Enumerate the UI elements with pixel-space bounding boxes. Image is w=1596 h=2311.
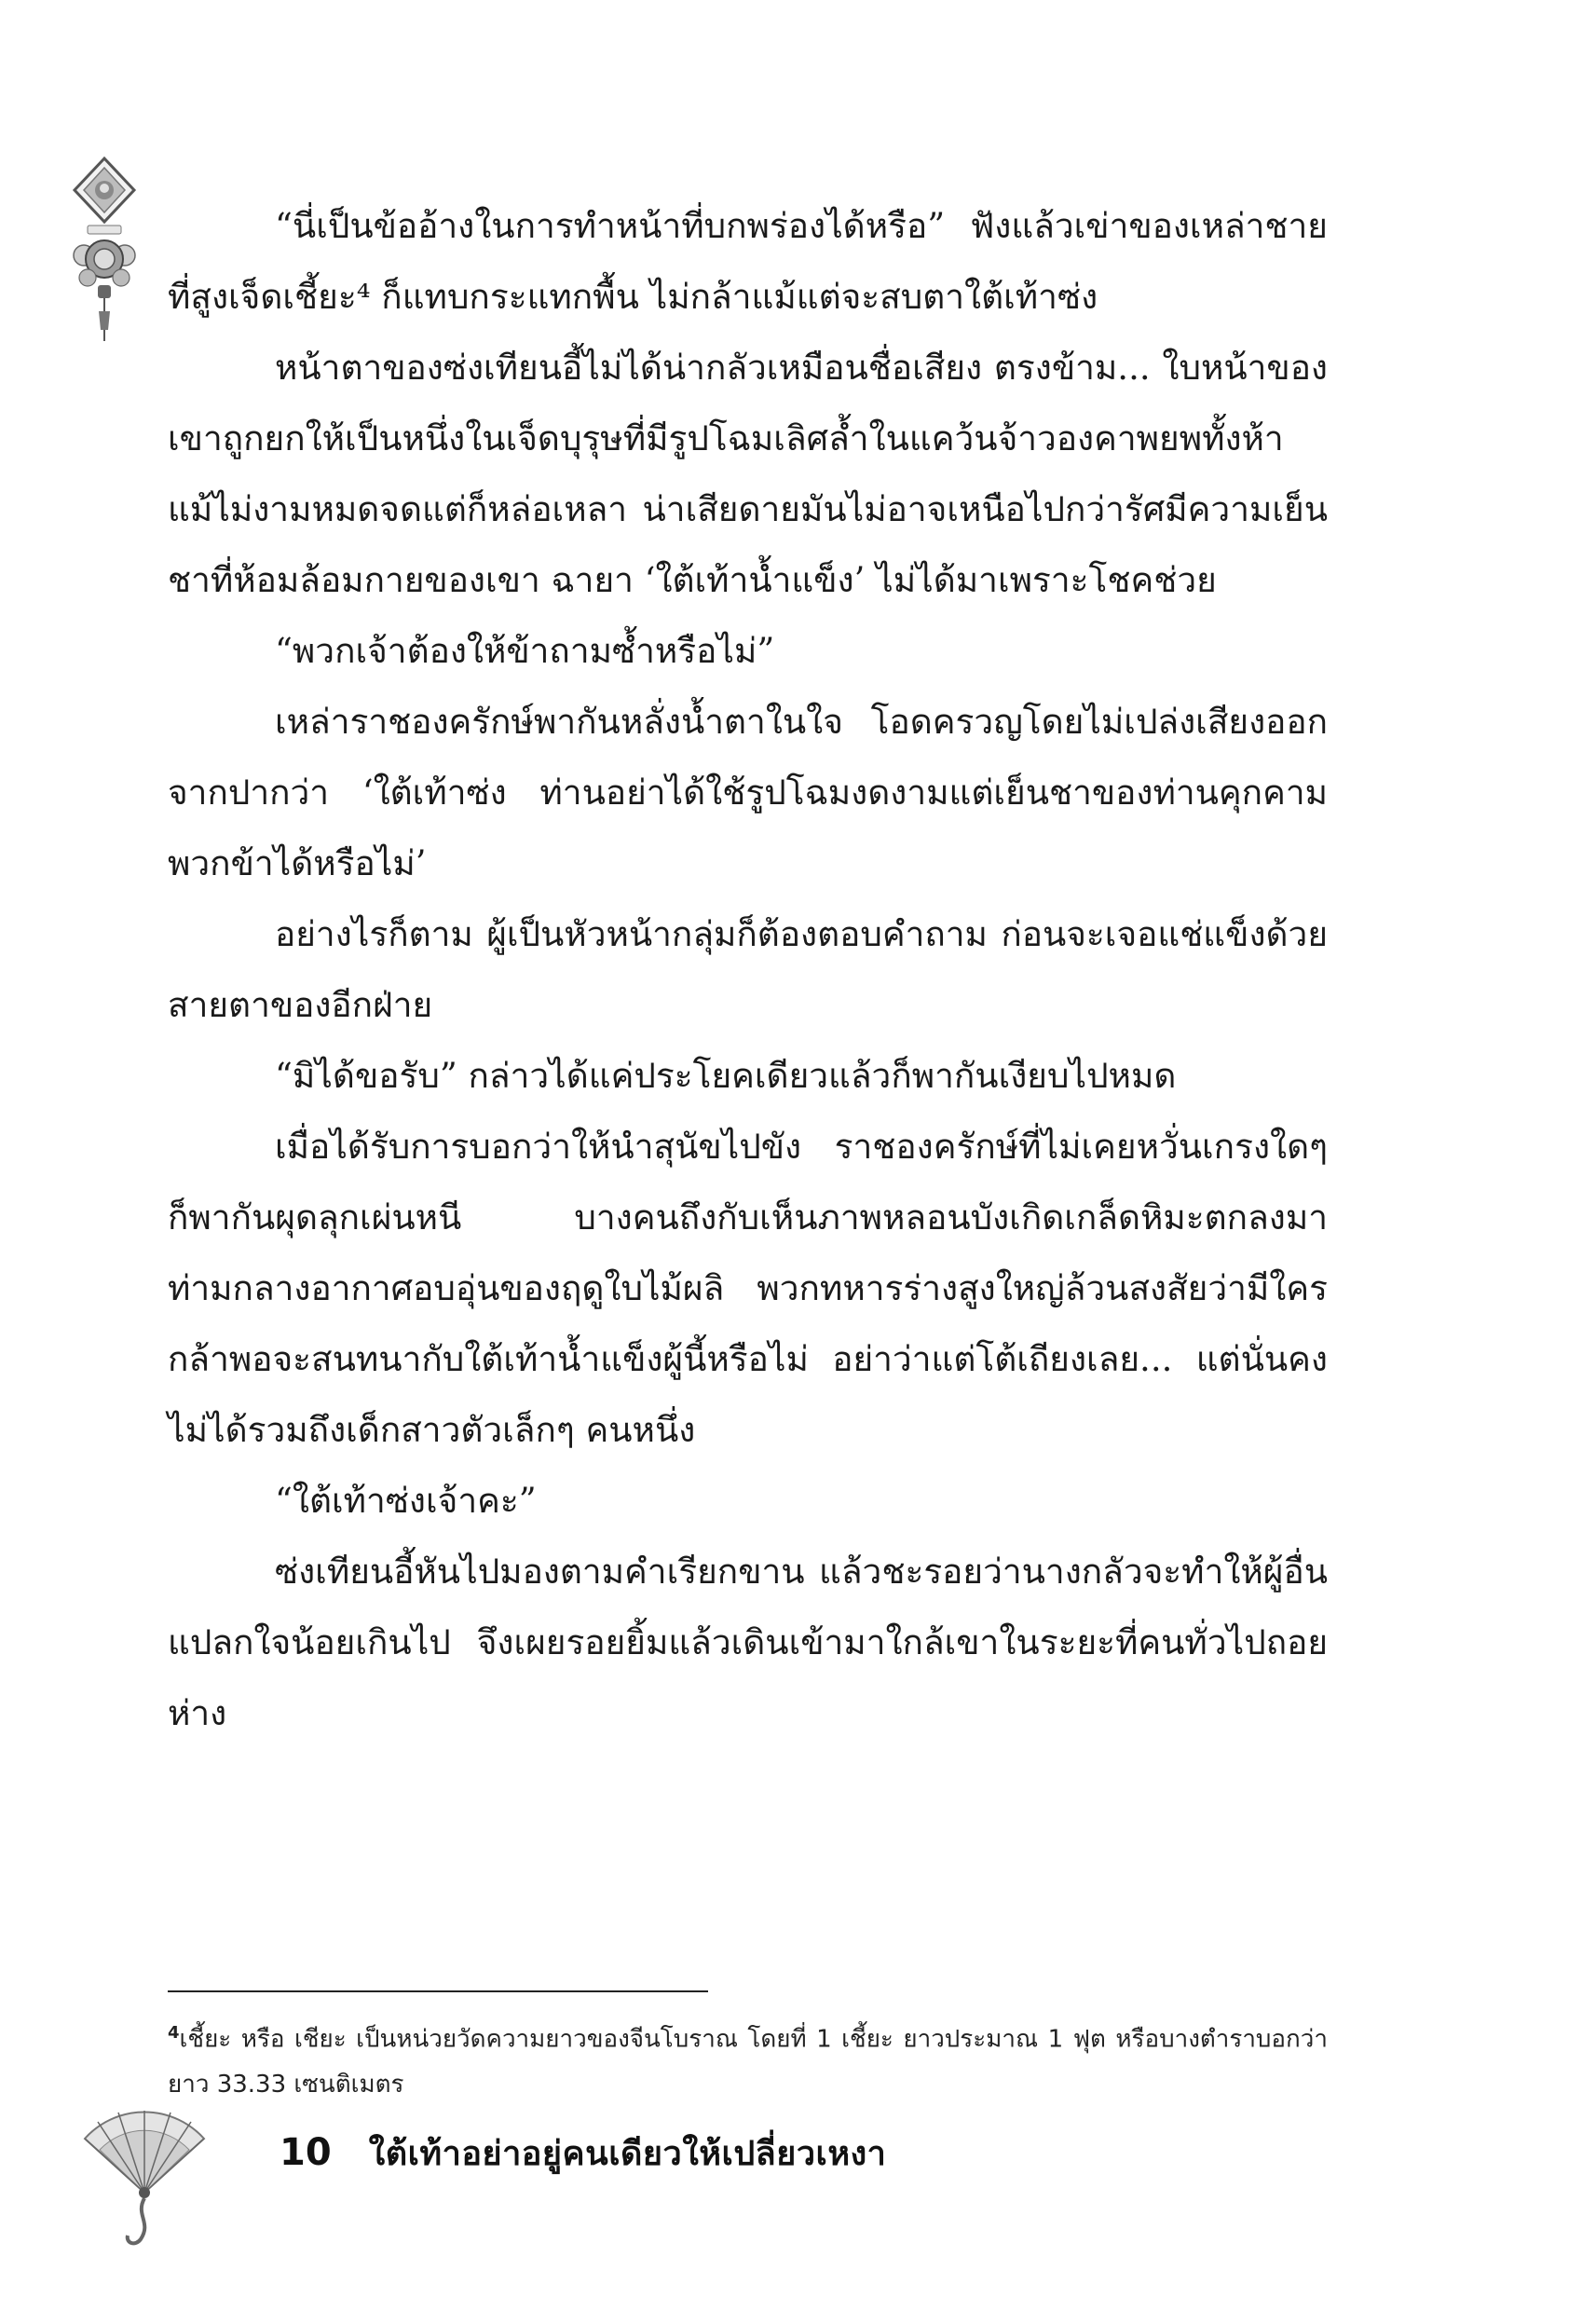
paragraph: เหล่าราชองครักษ์พากันหลั่งน้ำตาในใจ โอดครวญโดยไม่เปล่งเสียงออกจากปากว่า ‘ใต้เท้าซ่ง ท่านอย่าได้ใช้รูปโฉมงดงามแต่เย็นชาของท่านคุกคามพวกข้าได้หรือไม่’ [168, 702, 1328, 883]
paragraph: เมื่อได้รับการบอกว่าให้นำสุนัขไปขัง ราชองครักษ์ที่ไม่เคยหวั่นเกรงใดๆ ก็พากันผุดลุกเผ่นหนี บางคนถึงกับเห็นภาพหลอนบังเกิดเกล็ดหิมะตกลงมาท่ามกลางอากาศอบอุ่นของฤดูใบไม้ผลิ พวกทหารร่างสูงใหญ่ล้วนสงสัยว่ามีใครกล้าพอจะสนทนากับใต้เท้าน้ำแข็งผู้นี้หรือไม่ อย่าว่าแต่โต้เถียงเลย... แต่นั่นคงไม่ได้รวมถึงเด็กสาวตัวเล็กๆ คนหนึ่ง [168, 1127, 1328, 1450]
paragraph: “มิได้ขอรับ” กล่าวได้แค่ประโยคเดียวแล้วก็พากันเงียบไปหมด [275, 1056, 1177, 1096]
page-number: 10 [280, 2131, 332, 2174]
corner-ornament-icon [67, 157, 142, 343]
footnote-text: เชี้ยะ หรือ เชียะ เป็นหน่วยวัดความยาวของจีนโบราณ โดยที่ 1 เชี้ยะ ยาวประมาณ 1 ฟุต หรือบางตำราบอกว่ายาว 33.33 เซนติเมตร [168, 2025, 1328, 2099]
book-title: ใต้เท้าอย่าอยู่คนเดียวให้เปลี่ยวเหงา [368, 2135, 887, 2173]
paragraph: อย่างไรก็ตาม ผู้เป็นหัวหน้ากลุ่มก็ต้องตอบคำถาม ก่อนจะเจอแช่แข็งด้วยสายตาของอีกฝ่าย [168, 914, 1328, 1025]
paragraph: หน้าตาของซ่งเทียนอี้ไม่ได้น่ากลัวเหมือนชื่อเสียง ตรงข้าม... ใบหน้าของเขาถูกยกให้เป็นหนึ่งในเจ็ดบุรุษที่มีรูปโฉมเลิศล้ำในแคว้นจ้าวองคาพยพทั้งห้าแม้ไม่งามหมดจดแต่ก็หล่อเหลา น่าเสียดายมันไม่อาจเหนือไปกว่ารัศมีความเย็นชาที่ห้อมล้อมกายของเขา ฉายา ‘ใต้เท้าน้ำแข็ง’ ไม่ได้มาเพราะโชคช่วย [168, 348, 1328, 600]
footnote [168, 2011, 1328, 2107]
page-footer [280, 2126, 886, 2182]
body-text [168, 191, 1328, 1749]
paragraph: ซ่งเทียนอี้หันไปมองตามคำเรียกขาน แล้วชะรอยว่านางกลัวจะทำให้ผู้อื่นแปลกใจน้อยเกินไป จึงเผยรอยยิ้มแล้วเดินเข้ามาใกล้เขาในระยะที่คนทั่วไปถอยห่าง [168, 1552, 1328, 1733]
paragraph: “พวกเจ้าต้องให้ข้าถามซ้ำหรือไม่” [275, 631, 775, 671]
footnote-marker: 4 [168, 2023, 180, 2043]
fan-icon [79, 2101, 210, 2250]
footnote-divider [168, 1990, 708, 1992]
paragraph: “ใต้เท้าซ่งเจ้าคะ” [275, 1481, 537, 1521]
paragraph: “นี่เป็นข้ออ้างในการทำหน้าที่บกพร่องได้หรือ” ฟังแล้วเข่าของเหล่าชายที่สูงเจ็ดเชี้ยะ⁴ ก็แทบกระแทกพื้น ไม่กล้าแม้แต่จะสบตาใต้เท้าซ่ง [168, 206, 1328, 317]
